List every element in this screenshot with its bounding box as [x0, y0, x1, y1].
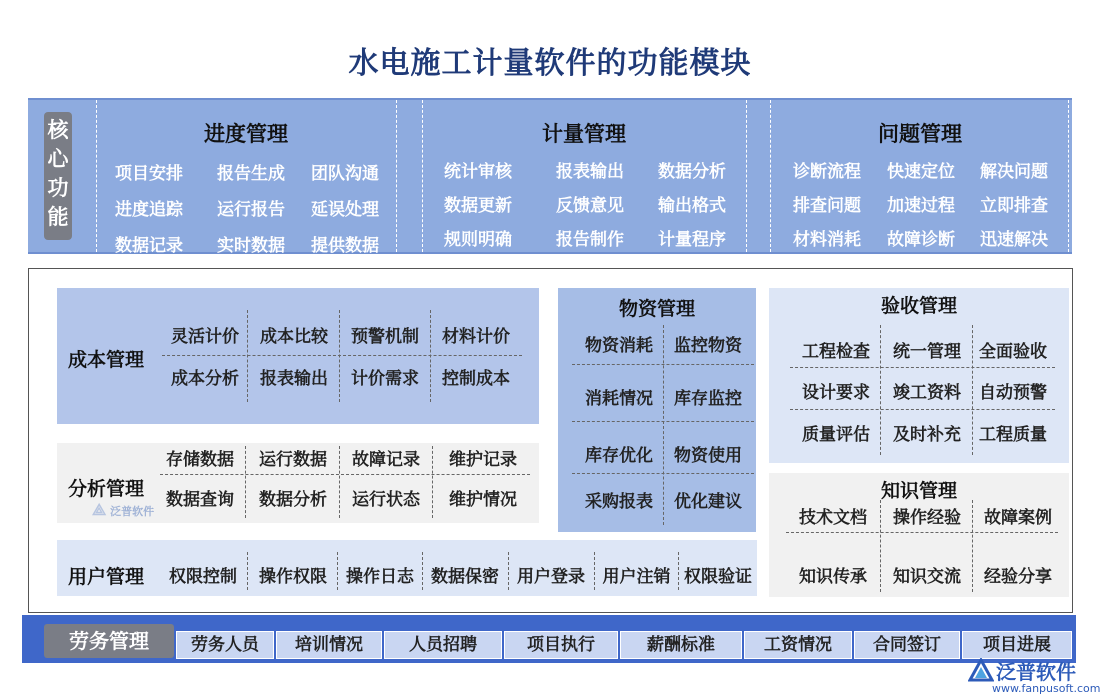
cost-item: 报表输出 [260, 369, 328, 389]
module-title-progress: 进度管理 [204, 122, 288, 146]
module-item: 加速过程 [887, 196, 955, 216]
module-item: 项目安排 [115, 164, 183, 184]
user-item: 权限验证 [684, 567, 752, 587]
acceptance-item: 竣工资料 [893, 383, 961, 403]
core-functions-label: 核心功能 [44, 112, 72, 240]
material-item: 物资使用 [674, 446, 742, 466]
material-item: 优化建议 [674, 492, 742, 512]
module-item: 材料消耗 [793, 230, 861, 250]
brand-logo-icon [968, 658, 994, 682]
module-item: 数据记录 [115, 236, 183, 256]
module-item: 报告生成 [217, 164, 285, 184]
labor-item: 培训情况 [276, 631, 382, 659]
user-item: 数据保密 [431, 567, 499, 587]
module-title-issues: 问题管理 [878, 122, 962, 146]
cost-title: 成本管理 [68, 349, 145, 371]
module-item: 报告制作 [556, 230, 624, 250]
module-item: 迅速解决 [980, 230, 1048, 250]
divider [880, 500, 881, 592]
divider [572, 421, 754, 422]
user-item: 用户登录 [517, 567, 585, 587]
cost-item: 材料计价 [442, 327, 510, 347]
module-item: 规则明确 [444, 230, 512, 250]
labor-item: 人员招聘 [384, 631, 502, 659]
analysis-item: 维护记录 [449, 450, 517, 470]
module-item: 诊断流程 [793, 162, 861, 182]
acceptance-item: 质量评估 [802, 425, 870, 445]
knowledge-item: 技术文档 [799, 508, 867, 528]
analysis-item: 数据查询 [166, 490, 234, 510]
module-item: 排查问题 [793, 196, 861, 216]
material-item: 物资消耗 [585, 336, 653, 356]
divider [572, 473, 754, 474]
page-title: 水电施工计量软件的功能模块 [348, 46, 752, 81]
user-item: 权限控制 [169, 567, 237, 587]
analysis-item: 数据分析 [259, 490, 327, 510]
material-item: 消耗情况 [585, 389, 653, 409]
divider [432, 446, 433, 518]
module-item: 故障诊断 [887, 230, 955, 250]
acceptance-item: 工程检查 [802, 342, 870, 362]
module-item: 数据更新 [444, 196, 512, 216]
module-item: 反馈意见 [556, 196, 624, 216]
material-item: 库存监控 [674, 389, 742, 409]
acceptance-item: 全面验收 [979, 342, 1047, 362]
labor-item: 合同签订 [854, 631, 960, 659]
acceptance-item: 统一管理 [893, 342, 961, 362]
analysis-title: 分析管理 [68, 478, 145, 500]
analysis-item: 维护情况 [449, 490, 517, 510]
module-item: 实时数据 [217, 236, 285, 256]
user-item: 操作日志 [346, 567, 414, 587]
cost-item: 成本分析 [171, 369, 239, 389]
divider [160, 474, 530, 475]
labor-item: 项目进展 [962, 631, 1072, 659]
module-item: 输出格式 [658, 196, 726, 216]
analysis-item: 故障记录 [352, 450, 420, 470]
module-item: 快速定位 [887, 162, 955, 182]
module-item: 运行报告 [217, 200, 285, 220]
divider [880, 325, 881, 455]
divider [770, 100, 771, 252]
brand-logo-url: www.fanpusoft.com [992, 682, 1100, 695]
analysis-item: 运行数据 [259, 450, 327, 470]
material-item: 库存优化 [585, 446, 653, 466]
divider [786, 532, 1058, 533]
acceptance-item: 自动预警 [979, 383, 1047, 403]
analysis-item: 存储数据 [166, 450, 234, 470]
brand-logo-name: 泛普软件 [996, 660, 1076, 684]
divider [790, 367, 1055, 368]
module-item: 统计审核 [444, 162, 512, 182]
knowledge-title: 知识管理 [880, 480, 957, 502]
module-item: 解决问题 [980, 162, 1048, 182]
divider [247, 552, 248, 590]
divider [422, 100, 423, 252]
cost-item: 计价需求 [351, 369, 419, 389]
knowledge-item: 知识传承 [799, 567, 867, 587]
module-item: 延误处理 [311, 200, 379, 220]
module-item: 数据分析 [658, 162, 726, 182]
divider [572, 364, 754, 365]
knowledge-item: 经验分享 [984, 567, 1052, 587]
brand-logo [968, 656, 1098, 698]
labor-item: 项目执行 [504, 631, 618, 659]
module-item: 团队沟通 [311, 164, 379, 184]
acceptance-title: 验收管理 [880, 295, 957, 317]
knowledge-item: 知识交流 [893, 567, 961, 587]
acceptance-item: 设计要求 [802, 383, 870, 403]
user-item: 用户注销 [602, 567, 671, 587]
module-item: 进度追踪 [115, 200, 183, 220]
labor-item: 薪酬标准 [620, 631, 742, 659]
user-title: 用户管理 [68, 566, 145, 588]
cost-item: 成本比较 [260, 327, 328, 347]
labor-label: 劳务管理 [44, 624, 174, 658]
divider [162, 355, 522, 356]
material-item: 采购报表 [585, 492, 653, 512]
user-item: 操作权限 [259, 567, 327, 587]
analysis-item: 运行状态 [352, 490, 420, 510]
cost-item: 控制成本 [442, 369, 510, 389]
material-title: 物资管理 [618, 298, 695, 320]
cost-item: 灵活计价 [171, 327, 239, 347]
watermark-logo: ⟁ 泛普软件 [92, 500, 155, 519]
labor-item: 工资情况 [744, 631, 852, 659]
knowledge-item: 故障案例 [984, 508, 1052, 528]
module-item: 立即排查 [980, 196, 1048, 216]
acceptance-item: 工程质量 [979, 425, 1047, 445]
knowledge-item: 操作经验 [893, 508, 961, 528]
module-item: 报表输出 [556, 162, 624, 182]
module-item: 提供数据 [311, 236, 379, 256]
divider [245, 446, 246, 518]
divider [790, 409, 1055, 410]
divider [1068, 100, 1069, 252]
module-item: 计量程序 [658, 230, 726, 250]
acceptance-item: 及时补充 [893, 425, 961, 445]
labor-item: 劳务人员 [176, 631, 274, 659]
material-item: 监控物资 [674, 336, 742, 356]
module-title-measurement: 计量管理 [542, 122, 626, 146]
cost-item: 预警机制 [351, 327, 419, 347]
divider [746, 100, 747, 252]
